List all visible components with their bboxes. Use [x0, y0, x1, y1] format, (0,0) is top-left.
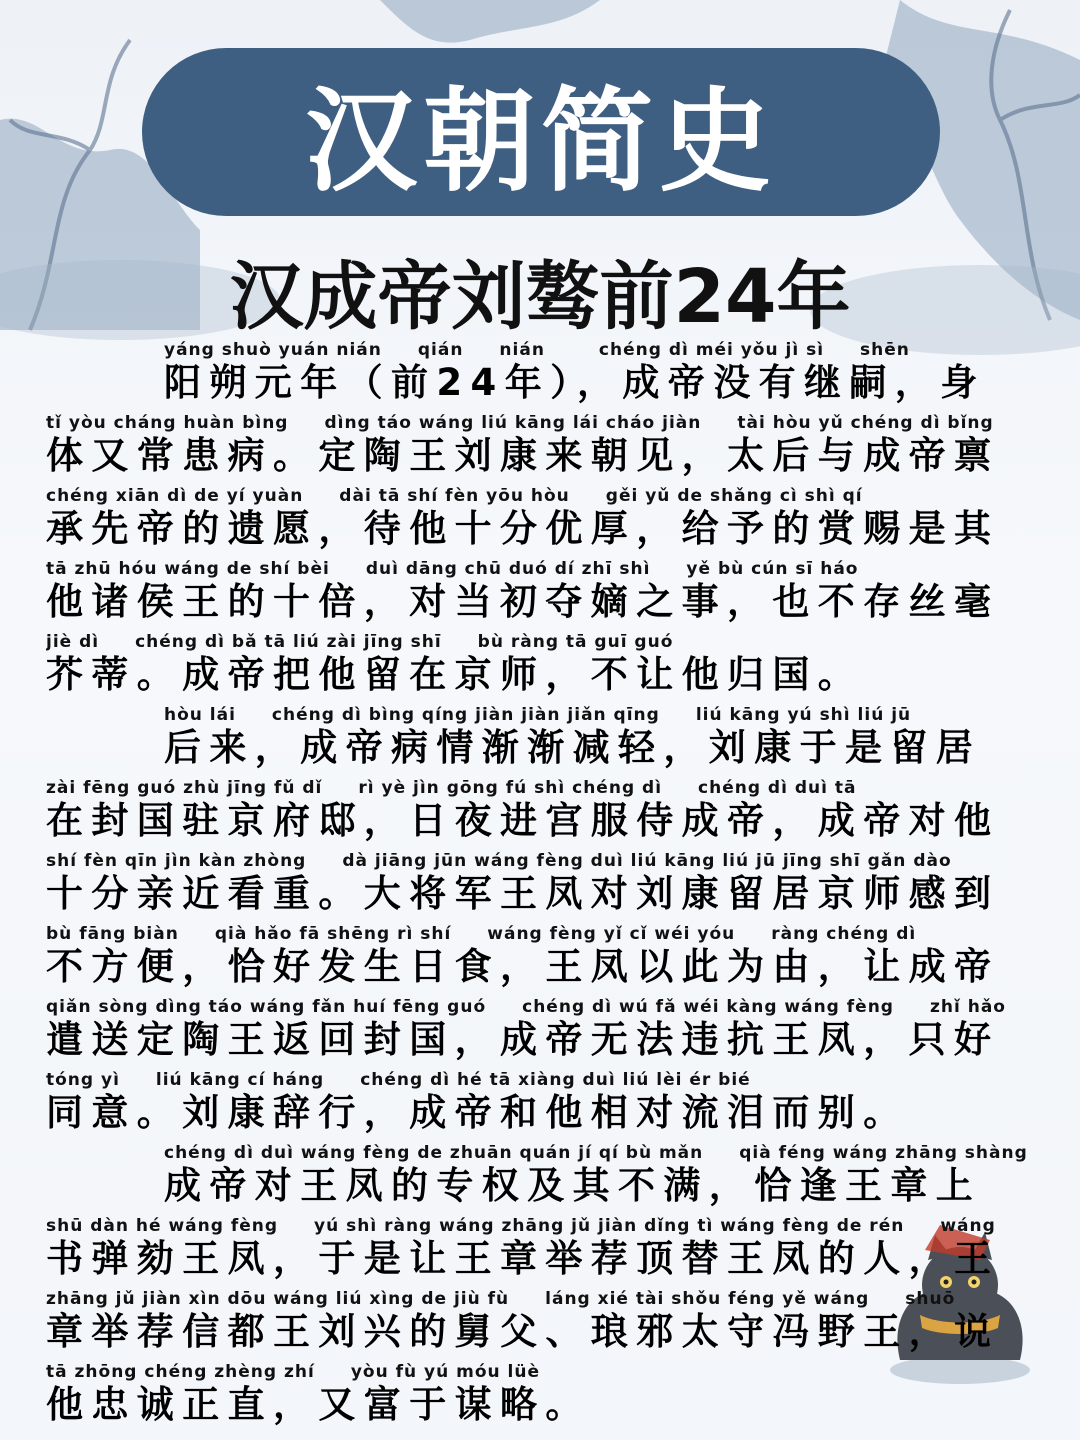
text-line: tā zhōng chéng zhèng zhí yòu fù yú móu lüè 他忠诚正直，又富于谋略。	[46, 1358, 1036, 1431]
text-line: yáng shuò yuán nián qián nián chéng dì méi yǒu jì sì shēn 阳朔元年（前24年），成帝没有继嗣，身	[46, 336, 1036, 409]
text-line: bù fāng biàn qià hǎo fā shēng rì shí wáng fèng yǐ cǐ wéi yóu ràng chéng dì 不方便，恰好发生日食，王凤以此为由，让成帝	[46, 920, 1036, 993]
article-body	[46, 336, 1036, 1431]
text-line: tǐ yòu cháng huàn bìng dìng táo wáng liú kāng lái cháo jiàn tài hòu yǔ chéng dì bǐng 体又常患病。定陶王刘康来朝见，太后与成帝禀	[46, 409, 1036, 482]
text-line: shū dàn hé wáng fèng yú shì ràng wáng zhāng jǔ jiàn dǐng tì wáng fèng de rén wáng 书弹劾王凤，于是让王章举荐顶替王凤的人，王	[46, 1212, 1036, 1285]
text-line: chéng dì duì wáng fèng de zhuān quán jí qí bù mǎn qià féng wáng zhāng shàng 成帝对王凤的专权及其不满，恰逢王章上	[46, 1139, 1036, 1212]
text-line: tóng yì liú kāng cí háng chéng dì hé tā xiàng duì liú lèi ér bié 同意。刘康辞行，成帝和他相对流泪而别。	[46, 1066, 1036, 1139]
text-line: tā zhū hóu wáng de shí bèi duì dāng chū duó dí zhī shì yě bù cún sī háo 他诸侯王的十倍，对当初夺嫡之事，也不存丝毫	[46, 555, 1036, 628]
text-line: qiǎn sòng dìng táo wáng fǎn huí fēng guó chéng dì wú fǎ wéi kàng wáng fèng zhǐ hǎo 遣送定陶王返回封国，成帝无法违抗王凤，只好	[46, 993, 1036, 1066]
text-line: shí fèn qīn jìn kàn zhòng dà jiāng jūn wáng fèng duì liú kāng liú jū jīng shī gǎn dào 十分亲近看重。大将军王凤对刘康留居京师感到	[46, 847, 1036, 920]
text-line: chéng xiān dì de yí yuàn dài tā shí fèn yōu hòu gěi yǔ de shǎng cì shì qí 承先帝的遗愿，待他十分优厚，给予的赏赐是其	[46, 482, 1036, 555]
page-title: 汉朝简史	[305, 76, 777, 207]
page-subtitle: 汉成帝刘骜前24年	[229, 254, 851, 340]
text-line: zhāng jǔ jiàn xìn dōu wáng liú xìng de jiù fù láng xié tài shǒu féng yě wáng shuō 章举荐信都王刘兴的舅父、琅邪太守冯野王，说	[46, 1285, 1036, 1358]
text-line: hòu lái chéng dì bìng qíng jiàn jiàn jiǎn qīng liú kāng yú shì liú jū 后来，成帝病情渐渐减轻，刘康于是留居	[46, 701, 1036, 774]
text-line: zài fēng guó zhù jīng fǔ dǐ rì yè jìn gōng fú shì chéng dì chéng dì duì tā 在封国驻京府邸，日夜进宫服侍成帝，成帝对他	[46, 774, 1036, 847]
text-line: jiè dì chéng dì bǎ tā liú zài jīng shī bù ràng tā guī guó 芥蒂。成帝把他留在京师，不让他归国。	[46, 628, 1036, 701]
title-banner	[142, 48, 940, 216]
